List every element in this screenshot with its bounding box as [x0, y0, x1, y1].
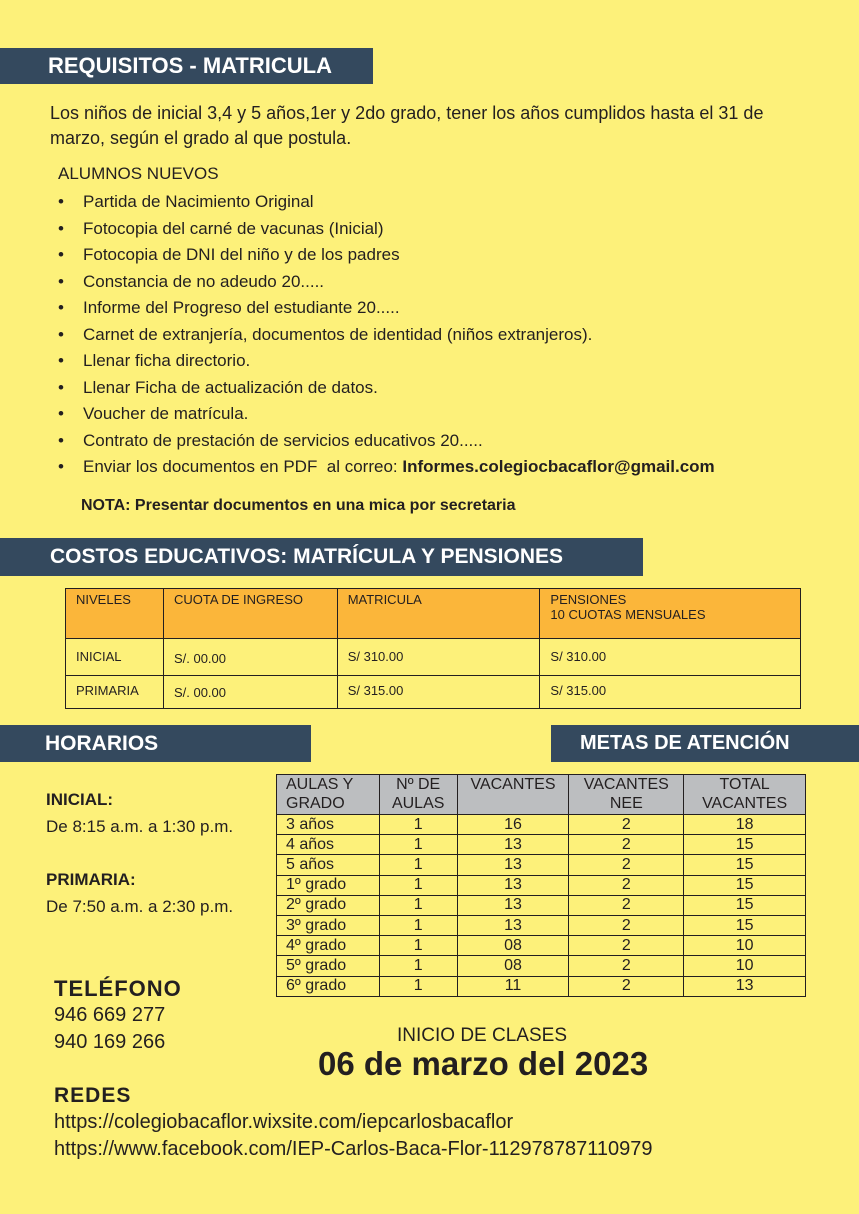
table-cell: S/ 315.00	[337, 676, 540, 709]
inicial-label: INICIAL:	[46, 790, 114, 809]
header-cell: CUOTA DE INGRESO	[163, 589, 337, 639]
list-item: • Constancia de no adeudo 20.....	[58, 271, 325, 291]
table-row	[66, 676, 801, 709]
bullet-icon: •	[58, 457, 64, 477]
bullet-icon: •	[58, 430, 64, 450]
inicio-date: 06 de marzo del 2023	[318, 1045, 649, 1082]
telefono-title: TELÉFONO	[54, 976, 182, 1001]
costos-banner	[0, 538, 643, 576]
table-cell: INICIAL	[66, 639, 164, 676]
website-link[interactable]: https://colegiobacaflor.wixsite.com/iepcarlosbacaflor	[54, 1111, 514, 1133]
bullet-icon: •	[58, 298, 64, 318]
table-cell: PRIMARIA	[66, 676, 164, 709]
bullet-icon: •	[58, 377, 64, 397]
list-item: • Contrato de prestación de servicios educativos 20.....	[58, 430, 483, 450]
header-cell: Nº DE AULAS	[379, 775, 457, 815]
note-text: NOTA: Presentar documentos en una mica por secretaria	[81, 497, 516, 514]
table-header-row	[66, 589, 801, 639]
primaria-time: De 7:50 a.m. a 2:30 p.m.	[46, 897, 234, 916]
header-cell: MATRICULA	[337, 589, 540, 639]
table-cell: S/. 00.00	[163, 676, 337, 709]
bullet-icon: •	[58, 404, 64, 424]
primaria-label: PRIMARIA:	[46, 870, 136, 889]
list-item: • Fotocopia de DNI del niño y de los padres	[58, 245, 400, 265]
list-item: • Enviar los documentos en PDF al correo: Informes.colegiocbacaflor@gmail.com	[58, 457, 715, 477]
table-row: 6º grado 1 11 2 13	[277, 976, 806, 996]
header-cell: VACANTES NEE	[569, 775, 684, 815]
header-cell: NIVELES	[66, 589, 164, 639]
table-row: 2º grado 1 13 2 15	[277, 895, 806, 915]
requisitos-banner	[0, 48, 373, 84]
bullet-icon: •	[58, 351, 64, 371]
costs-table	[65, 588, 801, 709]
inicio-label: INICIO DE CLASES	[397, 1025, 567, 1046]
facebook-link[interactable]: https://www.facebook.com/IEP-Carlos-Baca-Flor-112978787110979	[54, 1138, 653, 1160]
list-item: • Fotocopia del carné de vacunas (Inicial)	[58, 218, 384, 238]
bullet-icon: •	[58, 324, 64, 344]
list-item: • Llenar ficha directorio.	[58, 351, 251, 371]
alumnos-nuevos-heading: ALUMNOS NUEVOS	[58, 164, 219, 183]
list-item: • Carnet de extranjería, documentos de identidad (niños extranjeros).	[58, 324, 593, 344]
table-row: 3 años 1 16 2 18	[277, 815, 806, 835]
table-header-row	[277, 775, 806, 815]
metas-table	[276, 774, 806, 997]
requirements-list	[58, 189, 715, 481]
table-row: 1º grado 1 13 2 15	[277, 875, 806, 895]
list-item: • Informe del Progreso del estudiante 20.....	[58, 298, 400, 318]
table-cell: S/ 315.00	[540, 676, 801, 709]
phone-number[interactable]: 946 669 277	[54, 1004, 166, 1026]
table-row: 4 años 1 13 2 15	[277, 835, 806, 855]
horarios-banner	[0, 725, 311, 762]
table-row	[66, 639, 801, 676]
costos-title: COSTOS EDUCATIVOS: MATRÍCULA Y PENSIONES	[50, 545, 564, 568]
table-cell: S/ 310.00	[540, 639, 801, 676]
header-cell: VACANTES	[457, 775, 569, 815]
requisitos-intro: Los niños de inicial 3,4 y 5 años,1er y 2do grado, tener los años cumplidos hasta el 31 de marzo, según el grado al que postula.	[50, 103, 764, 148]
table-row: 3º grado 1 13 2 15	[277, 915, 806, 935]
metas-title: METAS DE ATENCIÓN	[580, 732, 790, 754]
list-item: • Llenar Ficha de actualización de datos.	[58, 377, 378, 397]
inicial-time: De 8:15 a.m. a 1:30 p.m.	[46, 817, 234, 836]
list-item: • Partida de Nacimiento Original	[58, 192, 314, 212]
horarios-title: HORARIOS	[45, 731, 159, 755]
header-cell: TOTAL VACANTES	[684, 775, 806, 815]
bullet-icon: •	[58, 271, 64, 291]
requisitos-title: REQUISITOS - MATRICULA	[48, 53, 332, 78]
table-row: 4º grado 1 08 2 10	[277, 936, 806, 956]
bullet-icon: •	[58, 218, 64, 238]
list-item: • Voucher de matrícula.	[58, 404, 249, 424]
header-cell: AULAS Y GRADO	[277, 775, 380, 815]
metas-banner	[551, 725, 859, 762]
email-link[interactable]: Informes.colegiocbacaflor@gmail.com	[402, 457, 715, 477]
phone-number[interactable]: 940 169 266	[54, 1031, 166, 1053]
header-cell: PENSIONES 10 CUOTAS MENSUALES	[540, 589, 801, 639]
redes-title: REDES	[54, 1084, 132, 1107]
table-cell: S/ 310.00	[337, 639, 540, 676]
bullet-icon: •	[58, 245, 64, 265]
table-cell: S/. 00.00	[163, 639, 337, 676]
table-row: 5 años 1 13 2 15	[277, 855, 806, 875]
table-row: 5º grado 1 08 2 10	[277, 956, 806, 976]
bullet-icon: •	[58, 192, 64, 212]
